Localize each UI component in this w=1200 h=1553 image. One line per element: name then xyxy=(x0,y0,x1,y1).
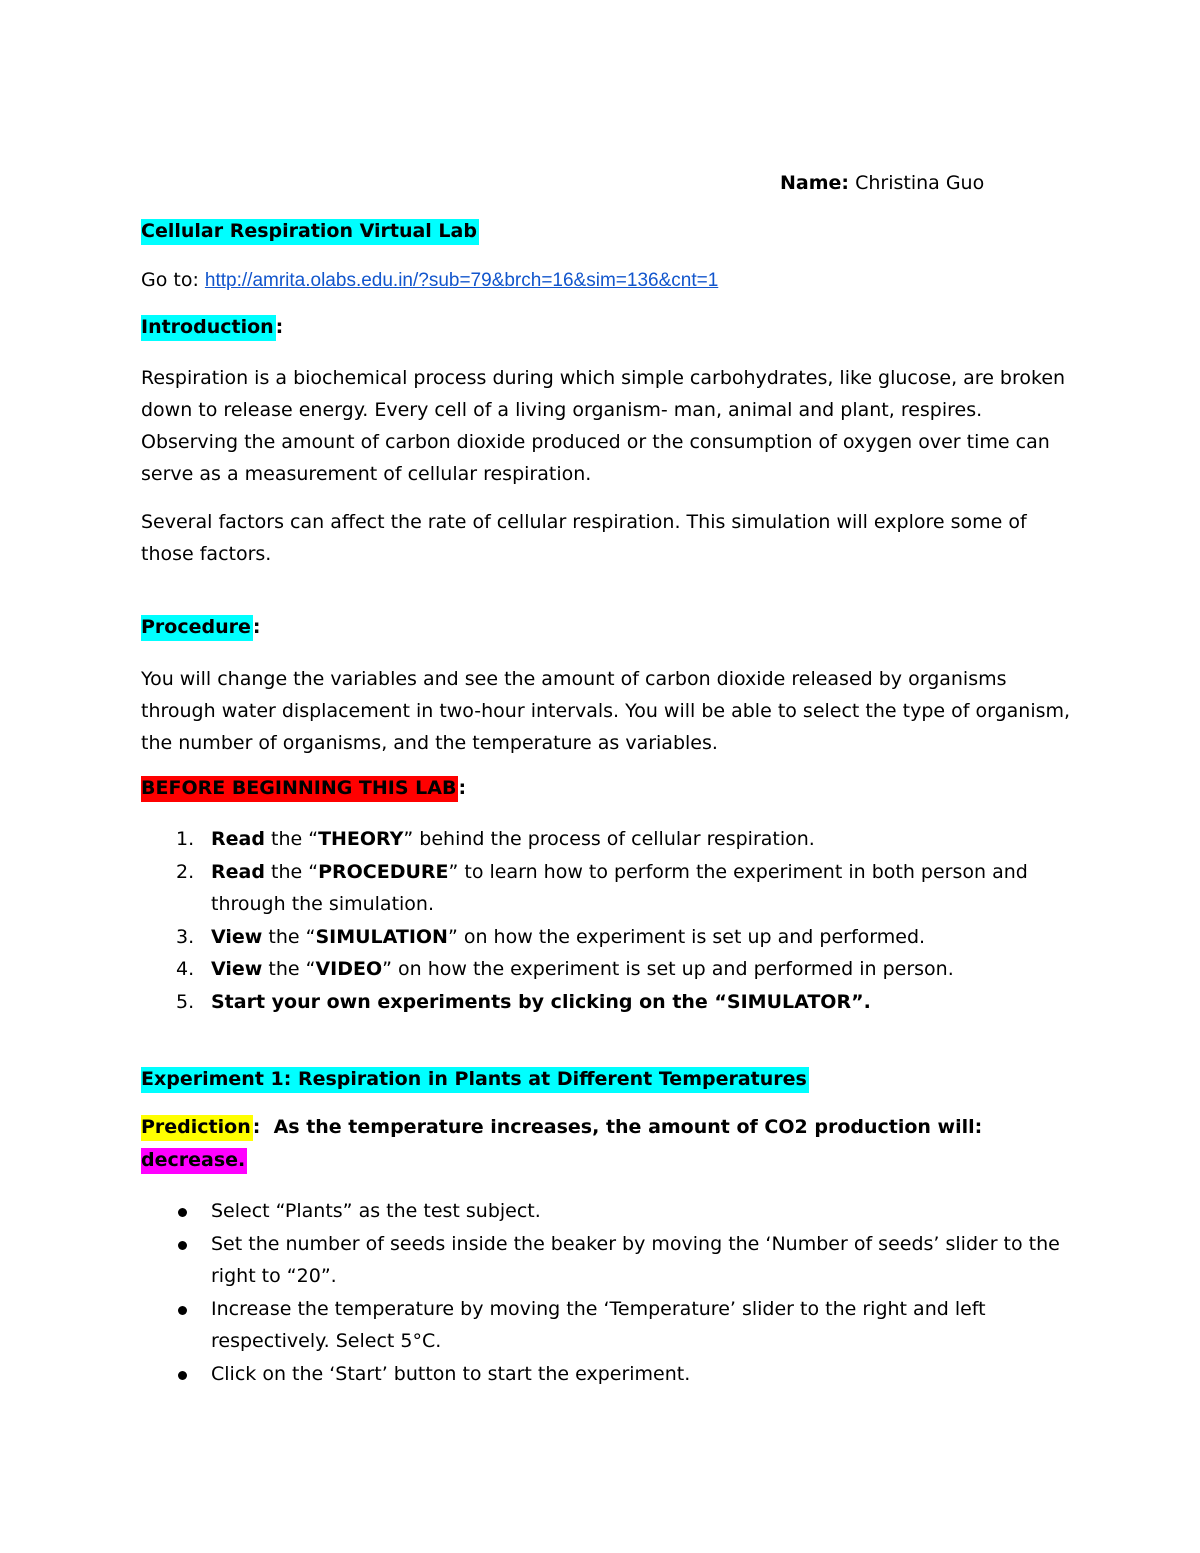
step-text: the “ xyxy=(262,958,316,980)
step-number: 3. xyxy=(176,925,195,948)
goto-line xyxy=(141,269,718,292)
step-number: 1. xyxy=(176,828,195,850)
step-keyword: SIMULATION xyxy=(315,925,448,948)
prediction-answer-line xyxy=(141,1149,247,1171)
student-name: Christina Guo xyxy=(855,172,985,194)
bullet-icon xyxy=(178,1208,187,1217)
step-keyword: PROCEDURE xyxy=(318,860,449,883)
introduction-heading xyxy=(141,316,283,338)
prediction-label: Prediction xyxy=(141,1115,253,1141)
lab-title xyxy=(141,220,479,242)
step-text: the “ xyxy=(264,828,319,850)
experiment1-heading xyxy=(141,1068,809,1090)
step-item xyxy=(141,856,1071,921)
step-text: Start your own experiments by clicking on the “SIMULATOR”. xyxy=(211,990,871,1013)
step-item xyxy=(141,953,1071,986)
list-item xyxy=(141,1228,1061,1293)
name-label: Name xyxy=(780,172,842,194)
step-item xyxy=(141,823,1071,856)
before-beginning-colon: : xyxy=(458,777,467,799)
introduction-heading-text: Introduction xyxy=(141,315,276,341)
step-verb: View xyxy=(211,925,263,948)
step-verb: Read xyxy=(211,860,265,883)
bullet-icon xyxy=(178,1241,187,1250)
procedure-colon: : xyxy=(252,616,261,638)
introduction-colon: : xyxy=(275,316,284,338)
step-text: the “ xyxy=(264,860,319,883)
lab-url-link[interactable]: http://amrita.olabs.edu.in/?sub=79&brch=16&sim=136&cnt=1 xyxy=(204,270,719,291)
step-item xyxy=(141,921,1071,954)
procedure-paragraph: You will change the variables and see the amount of carbon dioxide released by organisms through water displacement in two-hour intervals. You will be able to select the type of organism, the number of organisms, and the temperature as variables. xyxy=(141,668,1071,754)
list-item xyxy=(141,1358,1061,1391)
step-text: ” on how the experiment is set up and performed. xyxy=(447,925,926,948)
prediction-question: As the temperature increases, the amount of CO2 production will: xyxy=(260,1116,983,1138)
step-verb: Read xyxy=(211,828,265,850)
instruction-text: Click on the ‘Start’ button to start the experiment. xyxy=(211,1362,691,1385)
prediction-line xyxy=(141,1116,982,1138)
introduction-paragraph-2: Several factors can affect the rate of cellular respiration. This simulation will explore some of those factors. xyxy=(141,511,1027,565)
list-item xyxy=(141,1195,1061,1228)
step-number: 5. xyxy=(176,990,195,1013)
instruction-text: Select “Plants” as the test subject. xyxy=(211,1200,541,1222)
instruction-text: Set the number of seeds inside the beaker by moving the ‘Number of seeds’ slider to the right to “20”. xyxy=(211,1232,1060,1287)
step-keyword: VIDEO xyxy=(315,958,383,980)
before-steps-list xyxy=(141,823,1071,1018)
bullet-icon xyxy=(178,1306,187,1315)
experiment1-instructions xyxy=(141,1195,1061,1390)
introduction-paragraph-1: Respiration is a biochemical process during which simple carbohydrates, like glucose, are broken down to release energy. Every cell of a living organism- man, animal and plant, respires. Observing the amount of carbon dioxide produced or the consumption of oxygen over time can serve as a measurement of cellular respiration. xyxy=(141,367,1066,485)
student-name-line xyxy=(780,172,984,194)
before-beginning-heading-text: BEFORE BEGINNING THIS LAB xyxy=(141,776,458,802)
step-number: 4. xyxy=(176,958,195,980)
prediction-answer: decrease. xyxy=(141,1148,247,1174)
step-text: ” behind the process of cellular respiration. xyxy=(403,828,815,850)
experiment1-heading-text: Experiment 1: Respiration in Plants at Different Temperatures xyxy=(141,1067,809,1093)
step-text: the “ xyxy=(262,925,316,948)
procedure-heading xyxy=(141,616,261,638)
step-number: 2. xyxy=(176,860,195,883)
step-item xyxy=(141,986,1071,1019)
step-keyword: THEORY xyxy=(318,828,404,850)
before-beginning-heading xyxy=(141,777,466,799)
list-item xyxy=(141,1293,1061,1358)
goto-label: Go to: xyxy=(141,269,199,291)
step-verb: View xyxy=(211,958,263,980)
procedure-heading-text: Procedure xyxy=(141,615,253,641)
name-colon: : xyxy=(841,172,850,194)
instruction-text: Increase the temperature by moving the ‘Temperature’ slider to the right and left respectively. Select 5°C. xyxy=(211,1297,986,1352)
lab-title-text: Cellular Respiration Virtual Lab xyxy=(141,219,479,245)
step-text: ” to learn how to perform the experiment in both person and through the simulation. xyxy=(211,860,1028,915)
prediction-colon: : xyxy=(252,1116,261,1138)
bullet-icon xyxy=(178,1371,187,1380)
step-text: ” on how the experiment is set up and performed in person. xyxy=(382,958,954,980)
